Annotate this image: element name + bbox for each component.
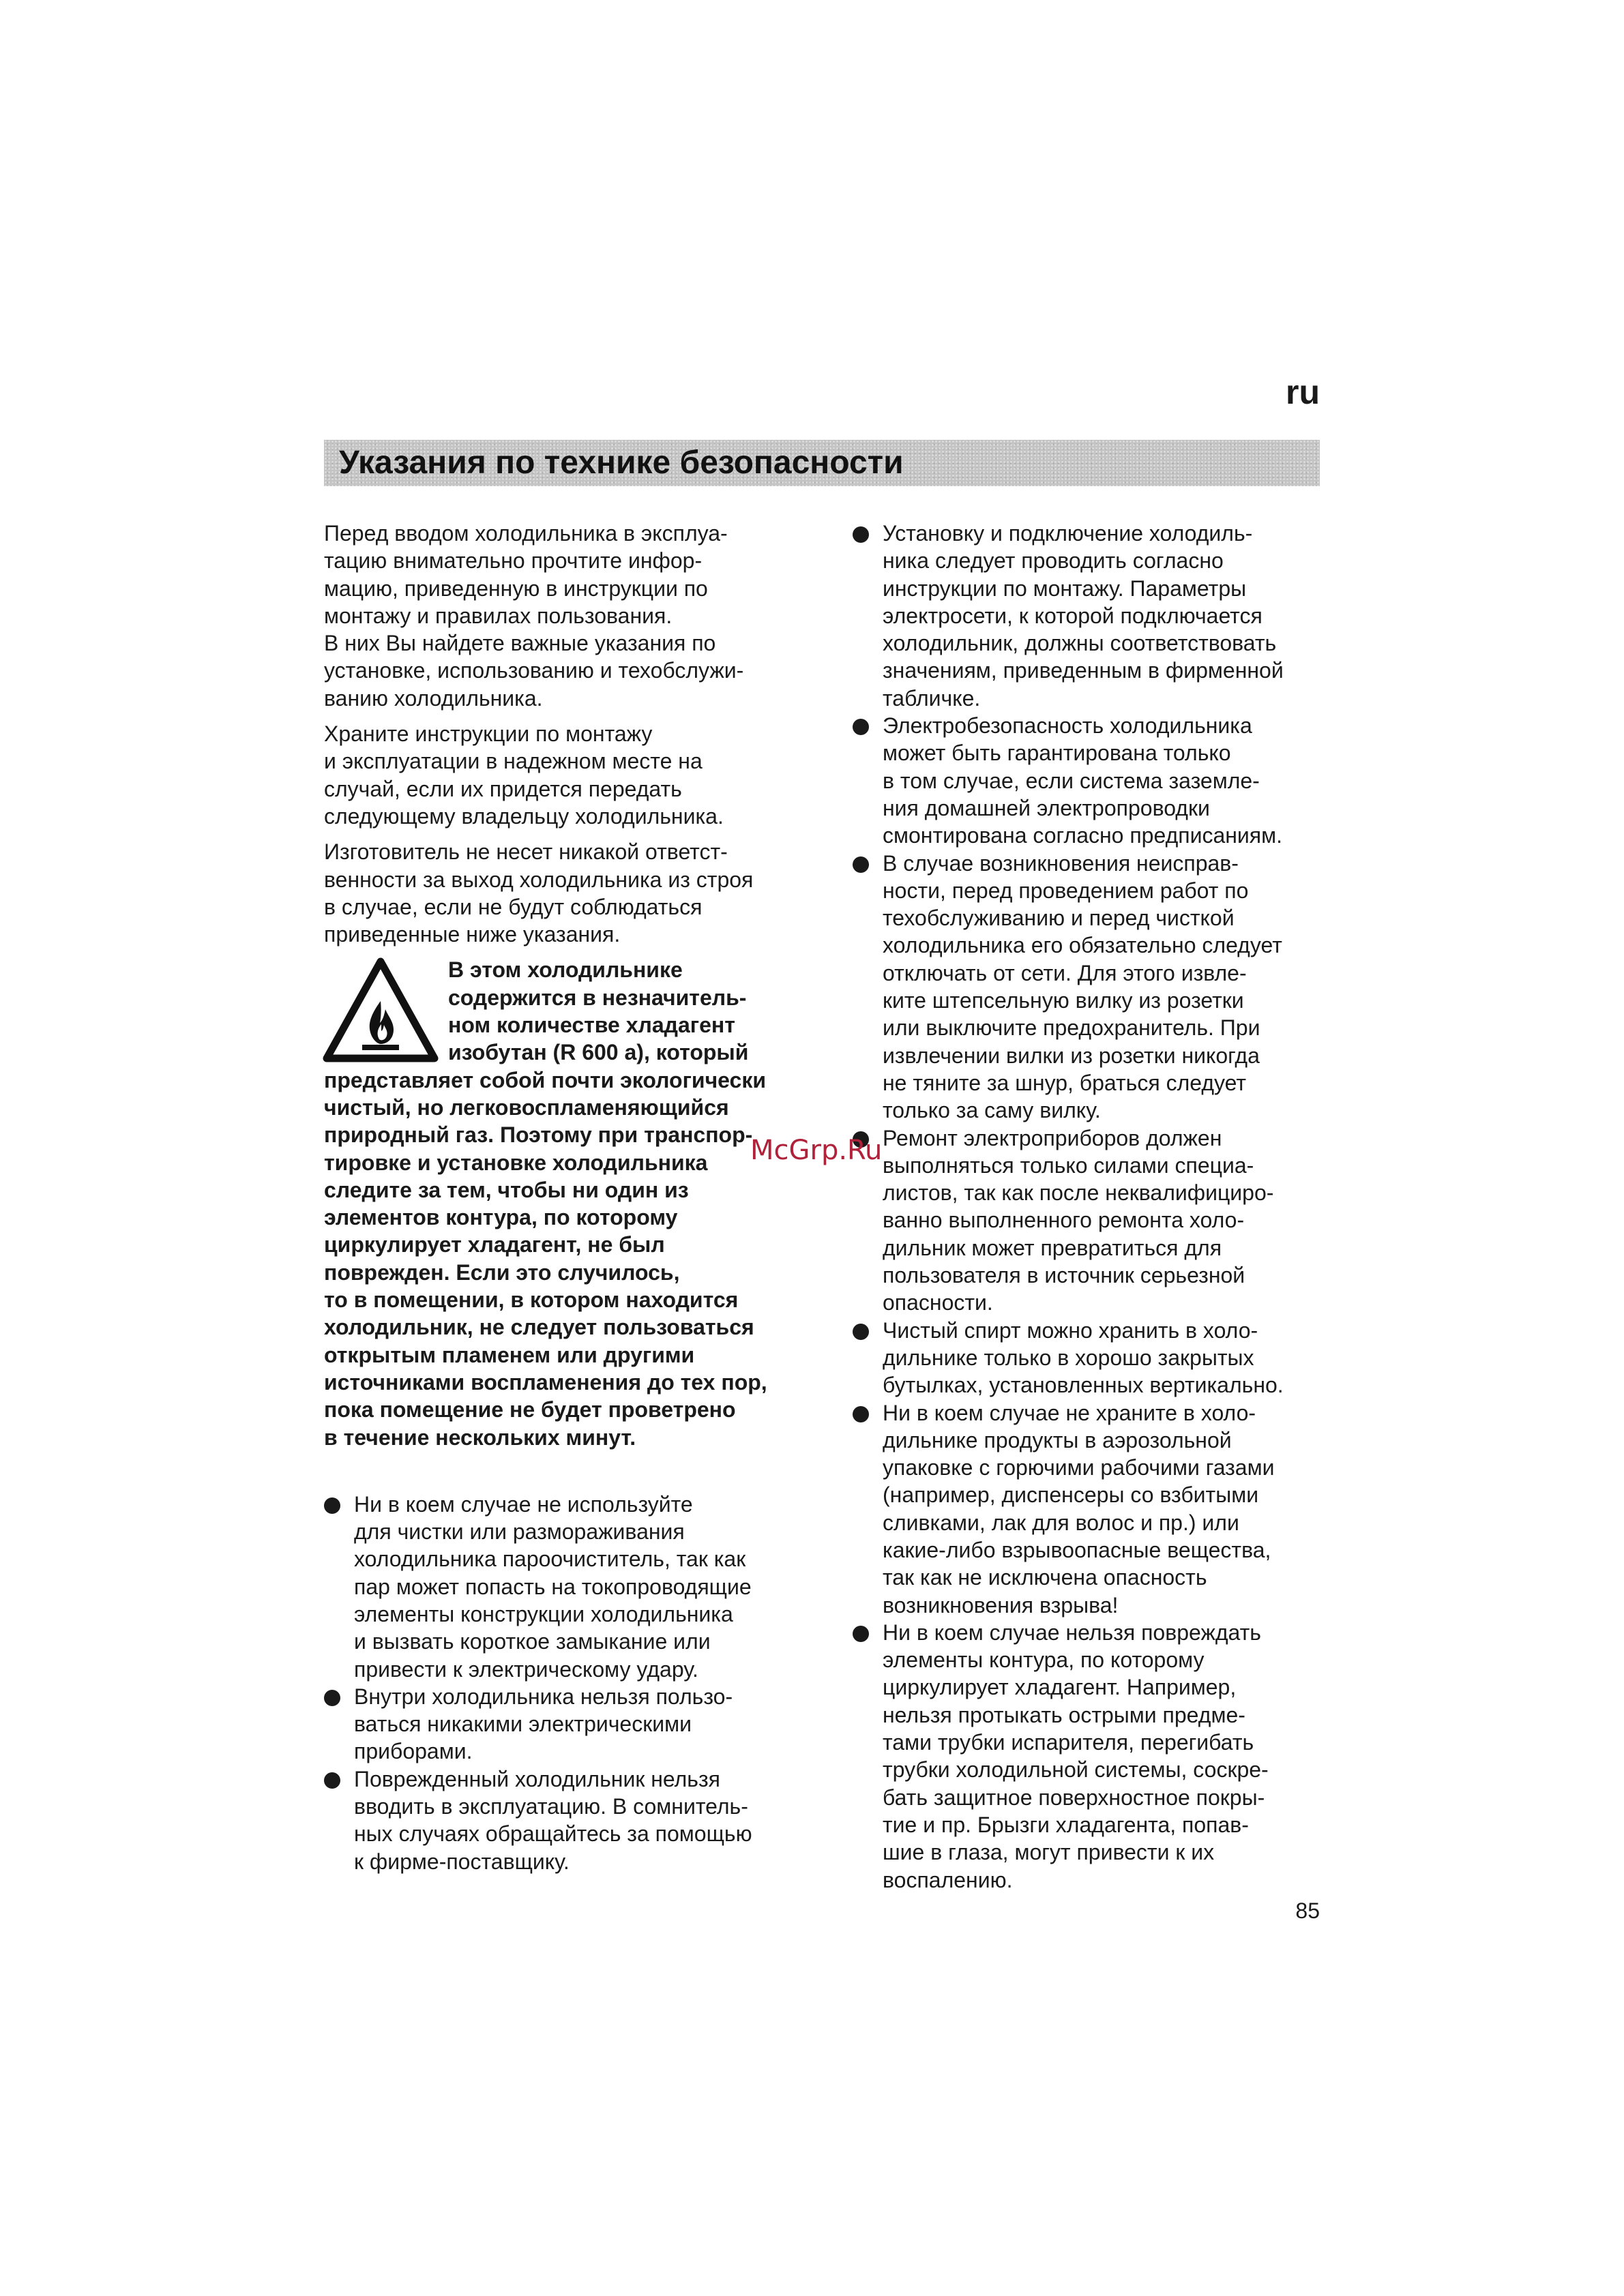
text-line: так как не исключена опасность xyxy=(883,1565,1207,1590)
text-line: тие и пр. Брызги хладагента, попав- xyxy=(883,1812,1249,1837)
text-line: отключать от сети. Для этого извле- xyxy=(883,960,1247,985)
warning-line: элементов контура, по которому xyxy=(324,1205,678,1230)
text-line: Чистый спирт можно хранить в холо- xyxy=(883,1317,1258,1343)
text-line: Изготовитель не несет никакой ответст- xyxy=(324,839,728,865)
text-line: инструкции по монтажу. Параметры xyxy=(883,576,1247,601)
right-column xyxy=(853,520,1323,1894)
text-line: Ни в коем случае нельзя повреждать xyxy=(883,1620,1261,1645)
text-line: тацию внимательно прочтите инфор- xyxy=(324,548,703,573)
text-line: ника следует проводить согласно xyxy=(883,548,1224,573)
text-line: тами трубки испарителя, перегибать xyxy=(883,1730,1254,1755)
text-line: дильник может превратиться для xyxy=(883,1235,1222,1260)
text-line: для чистки или размораживания xyxy=(354,1519,685,1545)
list-item xyxy=(853,1619,1323,1894)
bullet-icon xyxy=(324,1690,340,1706)
text-line: листов, так как после неквалифициро- xyxy=(883,1180,1274,1206)
warning-line: открытым пламенем или другими xyxy=(324,1342,695,1367)
text-line: ния домашней электропроводки xyxy=(883,795,1210,820)
warning-line: следите за тем, чтобы ни один из xyxy=(324,1177,689,1202)
text-line: техобслуживанию и перед чисткой xyxy=(883,906,1235,931)
text-line: шие в глаза, могут привести к их xyxy=(883,1840,1215,1865)
list-item xyxy=(324,1683,801,1765)
list-item xyxy=(853,1317,1323,1399)
refrigerant-warning xyxy=(324,956,801,1450)
list-item xyxy=(853,850,1323,1124)
bullet-icon xyxy=(324,1497,340,1514)
text-line: выполняться только силами специа- xyxy=(883,1152,1254,1178)
liability-paragraph xyxy=(324,838,801,948)
left-column xyxy=(324,520,801,1875)
text-line: к фирме-поставщику. xyxy=(354,1849,570,1874)
text-line: установке, использованию и техобслужи- xyxy=(324,658,744,683)
text-line: ките штепсельную вилку из розетки xyxy=(883,988,1244,1013)
text-line: Ни в коем случае не храните в холо- xyxy=(883,1400,1256,1425)
text-line: в случае, если не будут соблюдаться xyxy=(324,894,703,919)
text-line: Внутри холодильника нельзя пользо- xyxy=(354,1684,733,1709)
text-line: трубки холодильной системы, соскре- xyxy=(883,1757,1269,1783)
text-line: приборами. xyxy=(354,1739,473,1764)
text-line: В них Вы найдете важные указания по xyxy=(324,631,716,656)
text-line: мацию, приведенную в инструкции по xyxy=(324,576,708,601)
text-line: (например, диспенсеры со взбитыми xyxy=(883,1482,1259,1508)
warning-line: В этом холодильнике xyxy=(448,957,683,983)
text-line: ности, перед проведением работ по xyxy=(883,878,1249,903)
bullet-icon xyxy=(324,1772,340,1789)
text-line: холодильника пароочиститель, так как xyxy=(354,1547,746,1572)
text-line: Установку и подключение холодиль- xyxy=(883,521,1253,546)
text-line: Храните инструкции по монтажу xyxy=(324,721,653,747)
text-line: извлечении вилки из розетки никогда xyxy=(883,1043,1260,1068)
text-line: дильнике только в хорошо закрытых xyxy=(883,1345,1254,1370)
warning-line: представляет собой почти экологически xyxy=(324,1067,767,1092)
right-bullet-list xyxy=(853,520,1323,1894)
list-item xyxy=(324,1765,801,1875)
list-item xyxy=(853,1124,1323,1317)
text-line: упаковке с горючими рабочими газами xyxy=(883,1455,1275,1480)
text-line: опасности. xyxy=(883,1290,993,1315)
text-line: какие-либо взрывоопасные вещества, xyxy=(883,1537,1271,1562)
text-line: В случае возникновения неисправ- xyxy=(883,850,1239,876)
text-line: холодильник, должны соответствовать xyxy=(883,631,1277,656)
text-line: только за саму вилку. xyxy=(883,1098,1101,1123)
bullet-icon xyxy=(853,856,869,873)
warning-line: ном количестве хладагент xyxy=(448,1013,735,1038)
section-title-bar xyxy=(324,440,1320,486)
text-line: смонтирована согласно предписаниям. xyxy=(883,823,1282,848)
intro-paragraph xyxy=(324,520,801,712)
text-line: пользователя в источник серьезной xyxy=(883,1263,1245,1288)
bullet-icon xyxy=(853,719,869,735)
text-line: бать защитное поверхностное покры- xyxy=(883,1785,1265,1810)
warning-line: содержится в незначитель- xyxy=(448,985,747,1010)
warning-line: природный газ. Поэтому при транспор- xyxy=(324,1122,753,1148)
warning-line: циркулирует хладагент, не был xyxy=(324,1232,665,1257)
text-line: и эксплуатации в надежном месте на xyxy=(324,749,703,774)
text-line: холодильника его обязательно следует xyxy=(883,933,1282,958)
text-line: ных случаях обращайтесь за помощью xyxy=(354,1821,752,1847)
section-title: Указания по технике безопасности xyxy=(339,445,904,481)
list-item xyxy=(853,520,1323,712)
text-line: возникновения взрыва! xyxy=(883,1592,1119,1617)
list-item xyxy=(853,1399,1323,1619)
bullet-icon xyxy=(853,1324,869,1340)
text-line: Перед вводом холодильника в эксплуа- xyxy=(324,521,728,546)
text-line: и вызвать короткое замыкание или xyxy=(354,1629,711,1654)
storage-paragraph xyxy=(324,720,801,830)
warning-line: изобутан (R 600 a), который xyxy=(448,1040,749,1065)
left-bullet-list xyxy=(324,1491,801,1875)
text-line: Ремонт электроприборов должен xyxy=(883,1125,1222,1150)
bullet-icon xyxy=(853,1406,869,1422)
text-line: в том случае, если система заземле- xyxy=(883,768,1260,793)
text-line: табличке. xyxy=(883,685,981,711)
text-line: приведенные ниже указания. xyxy=(324,922,621,947)
text-line: может быть гарантирована только xyxy=(883,741,1231,766)
bullet-icon xyxy=(853,1626,869,1642)
text-line: привести к электрическому удару. xyxy=(354,1656,698,1682)
watermark: McGrp.Ru xyxy=(750,1135,883,1166)
text-line: ваться никакими электрическими xyxy=(354,1712,692,1737)
text-line: ванно выполненного ремонта холо- xyxy=(883,1208,1245,1233)
text-line: элементы конструкции холодильника xyxy=(354,1601,733,1626)
text-line: сливками, лак для волос и пр.) или xyxy=(883,1510,1239,1535)
text-line: электросети, к которой подключается xyxy=(883,603,1263,628)
text-line: элементы контура, по которому xyxy=(883,1648,1205,1673)
text-line: Ни в коем случае не используйте xyxy=(354,1491,693,1517)
text-line: случай, если их придется передать xyxy=(324,776,682,801)
text-line: монтажу и правилах пользования. xyxy=(324,603,673,628)
text-line: пар может попасть на токопроводящие xyxy=(354,1574,752,1599)
warning-line: в течение нескольких минут. xyxy=(324,1425,636,1450)
text-line: Поврежденный холодильник нельзя xyxy=(354,1766,720,1791)
text-line: вводить в эксплуатацию. В сомнитель- xyxy=(354,1794,748,1819)
text-line: следующему владельцу холодильника. xyxy=(324,803,724,829)
text-line: не тяните за шнур, браться следует xyxy=(883,1070,1247,1095)
text-line: значениям, приведенным в фирменной xyxy=(883,658,1284,683)
list-item xyxy=(324,1491,801,1683)
warning-line: тировке и установке холодильника xyxy=(324,1150,708,1175)
warning-line: источниками воспламенения до тех пор, xyxy=(324,1369,767,1395)
bullet-icon xyxy=(853,526,869,543)
warning-line: холодильник, не следует пользоваться xyxy=(324,1315,754,1340)
text-line: бутылках, установленных вертикально. xyxy=(883,1373,1284,1398)
warning-line: то в помещении, в котором находится xyxy=(324,1287,739,1313)
language-code: ru xyxy=(1286,373,1320,411)
text-line: воспалению. xyxy=(883,1867,1013,1892)
text-line: циркулирует хладагент. Например, xyxy=(883,1675,1237,1700)
text-line: Электробезопасность холодильника xyxy=(883,713,1252,739)
text-line: дильнике продукты в аэрозольной xyxy=(883,1427,1232,1452)
warning-line: чистый, но легковоспламеняющийся xyxy=(324,1094,729,1120)
page-number: 85 xyxy=(1295,1898,1320,1923)
text-line: или выключите предохранитель. При xyxy=(883,1015,1260,1041)
warning-line: пока помещение не будет проветрено xyxy=(324,1397,736,1422)
text-line: нельзя протыкать острыми предме- xyxy=(883,1702,1245,1727)
text-line: венности за выход холодильника из строя xyxy=(324,867,754,892)
text-line: ванию холодильника. xyxy=(324,685,543,711)
list-item xyxy=(853,712,1323,849)
flammable-warning-triangle-icon xyxy=(323,957,439,1063)
warning-line: поврежден. Если это случилось, xyxy=(324,1259,680,1285)
